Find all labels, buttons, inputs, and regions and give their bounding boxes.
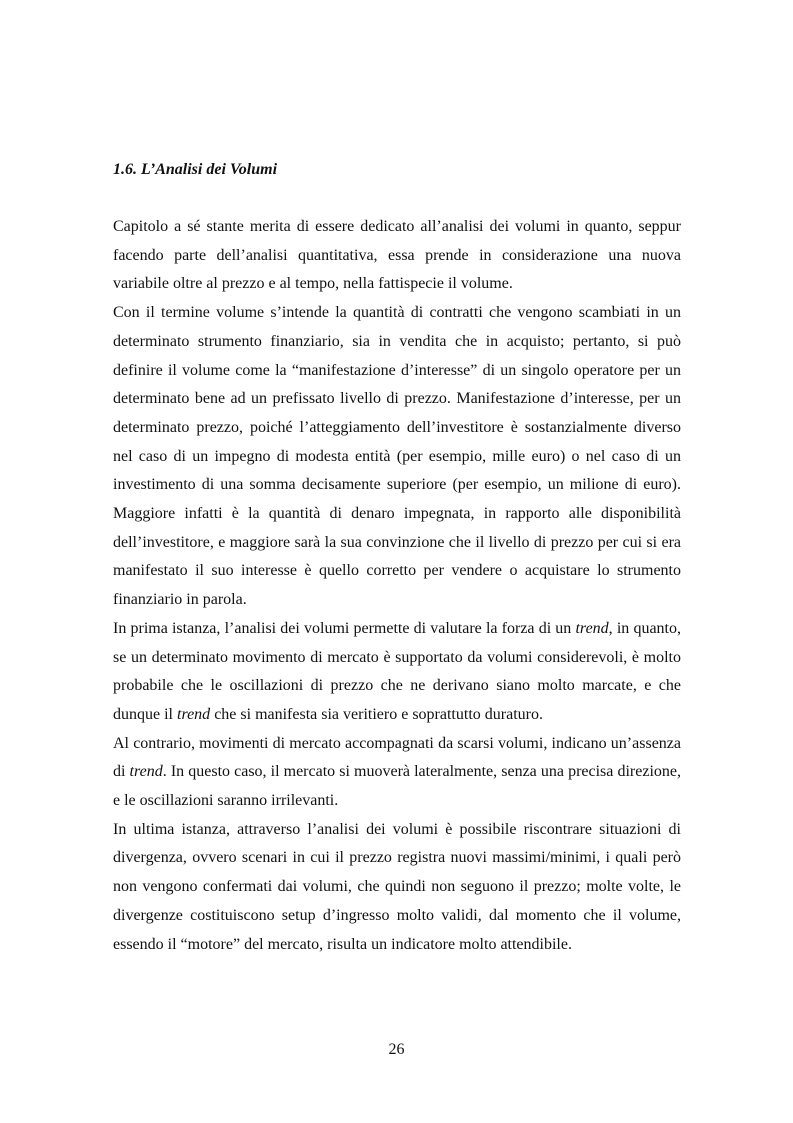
text-segment: In prima istanza, l’analisi dei volumi permette di valutare la forza di un — [113, 619, 576, 637]
text-segment: . In questo caso, il mercato si muoverà lateralmente, senza una precisa direzione, e le oscillazioni saranno irrilevanti. — [113, 763, 681, 810]
text-segment: che si manifesta sia veritiero e soprattutto duraturo. — [210, 705, 543, 723]
text-segment: Con il termine volume s’intende la quantità di contratti che vengono scambiati in un determinato strumento finanziario, sia in vendita che in acquisto; pertanto, si può definire il volume come la “manifestazione d’interesse” di un singolo operatore per un determinato bene ad un prefissato livello di prezzo. Manifestazione d’interesse, per un determinato prezzo, poiché l’atteggiamento dell’investitore è sostanzialmente diverso nel caso di un impegno di modesta entità (per esempio, mille euro) o nel caso di un investimento di una somma decisamente superiore (per esempio, un milione di euro). Maggiore infatti è la quantità di denaro impegnata, in rapporto alle disponibilità dell’investitore, e maggiore sarà la sua convinzione che il livello di prezzo per cui si era manifestato il suo interesse è quello corretto per vendere o acquistare lo strumento finanziario in parola. — [113, 304, 681, 609]
italic-term: trend — [177, 705, 211, 723]
text-segment: In ultima istanza, attraverso l’analisi dei volumi è possibile riscontrare situazioni di divergenza, ovvero scenari in cui il prezzo registra nuovi massimi/minimi, i quali però non vengono confermati dai volumi, che quindi non seguono il prezzo; molte volte, le divergenze costituiscono setup d’ingresso molto validi, dal momento che il volume, essendo il “motore” del mercato, risulta un indicatore molto attendibile. — [113, 820, 681, 953]
page-number: 26 — [388, 1041, 405, 1058]
italic-term: trend — [129, 763, 163, 781]
paragraph — [113, 213, 681, 299]
italic-term: trend — [575, 619, 609, 637]
section-heading: 1.6. L’Analisi dei Volumi — [113, 161, 278, 178]
paragraph — [113, 615, 681, 730]
text-segment: , in quanto, se un determinato movimento di mercato è supportato da volumi considerevoli, è molto probabile che le oscillazioni di prezzo che ne derivano siano molto marcate, e che dunque il — [113, 619, 682, 723]
body-text — [113, 213, 681, 959]
text-segment: Al contrario, movimenti di mercato accompagnati da scarsi volumi, indicano un’assenza di — [113, 734, 681, 781]
text-segment: Capitolo a sé stante merita di essere dedicato all’analisi dei volumi in quanto, seppur facendo parte dell’analisi quantitativa, essa prende in considerazione una nuova variabile oltre al prezzo e al tempo, nella fattispecie il volume. — [113, 218, 681, 293]
paragraph — [113, 730, 681, 816]
paragraph — [113, 816, 681, 960]
paragraph — [113, 299, 681, 615]
